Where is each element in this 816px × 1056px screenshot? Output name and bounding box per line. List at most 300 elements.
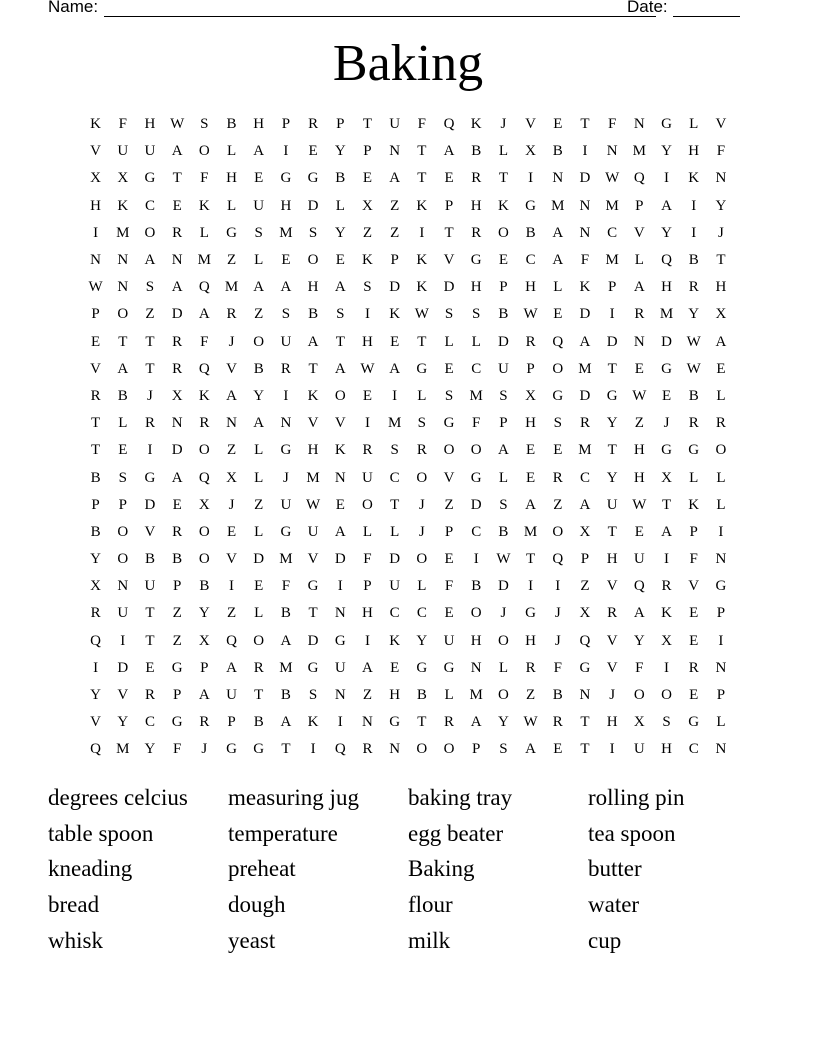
grid-letter: L — [689, 116, 699, 133]
grid-letter: J — [418, 496, 425, 513]
grid-letter: G — [606, 387, 618, 404]
grid-letter: R — [688, 415, 699, 432]
grid-letter: P — [472, 741, 481, 758]
grid-letter: P — [716, 605, 726, 622]
grid-letter: Q — [198, 469, 210, 486]
grid-letter: N — [171, 252, 183, 269]
grid-letter: J — [500, 116, 507, 133]
grid-letter: Y — [90, 687, 102, 704]
grid-letter: G — [307, 170, 319, 187]
grid-letter: S — [145, 279, 155, 296]
grid-letter: X — [525, 387, 537, 404]
grid-letter: Q — [661, 252, 672, 269]
grid-letter: M — [523, 523, 538, 540]
grid-letter: L — [254, 442, 264, 459]
grid-letter: L — [716, 714, 726, 731]
grid-letter: U — [633, 551, 645, 568]
grid-letter: J — [228, 333, 235, 350]
grid-letter: I — [364, 632, 370, 649]
grid-letter: M — [605, 197, 619, 214]
grid-letter: W — [523, 714, 538, 731]
grid-letter: Y — [715, 197, 727, 214]
grid-letter: B — [172, 551, 183, 568]
grid-letter: D — [497, 578, 509, 595]
grid-row — [82, 546, 735, 573]
grid-letter: L — [553, 279, 563, 296]
grid-letter: A — [171, 143, 183, 160]
grid-letter: Y — [198, 605, 210, 622]
grid-letter: Z — [526, 687, 536, 704]
grid-letter: S — [281, 306, 291, 323]
grid-letter: Y — [90, 551, 102, 568]
grid-letter: M — [279, 224, 293, 241]
grid-letter: A — [633, 605, 645, 622]
grid-letter: I — [609, 741, 615, 758]
grid-letter: G — [307, 659, 319, 676]
grid-row — [82, 193, 735, 220]
grid-letter: T — [362, 116, 373, 133]
grid-letter: S — [336, 306, 345, 323]
grid-letter: I — [283, 387, 289, 404]
grid-letter: V — [226, 360, 237, 377]
grid-letter: U — [280, 496, 292, 513]
grid-letter: P — [200, 659, 209, 676]
grid-letter: I — [93, 224, 99, 241]
grid-letter: I — [582, 143, 588, 160]
grid-letter: W — [88, 279, 103, 296]
grid-letter: Q — [552, 333, 564, 350]
grid-letter: B — [498, 523, 509, 540]
grid-letter: P — [91, 496, 100, 513]
grid-letter: B — [117, 387, 128, 404]
grid-letter: D — [443, 279, 455, 296]
grid-row — [82, 492, 735, 519]
grid-letter: R — [579, 415, 590, 432]
grid-letter: M — [605, 252, 619, 269]
word-bank-item: rolling pin — [588, 784, 685, 810]
grid-letter: P — [227, 714, 236, 731]
grid-letter: Q — [90, 741, 102, 758]
grid-letter: M — [224, 279, 239, 296]
word-bank-row — [48, 851, 768, 887]
grid-letter: G — [552, 387, 564, 404]
grid-row — [82, 165, 735, 192]
grid-letter: G — [579, 659, 591, 676]
grid-letter: G — [144, 170, 156, 187]
grid-letter: A — [280, 632, 292, 649]
word-bank-item: temperature — [228, 820, 338, 846]
grid-letter: N — [117, 578, 129, 595]
grid-letter: R — [444, 714, 455, 731]
grid-letter: G — [443, 415, 455, 432]
grid-letter: C — [389, 469, 400, 486]
grid-letter: H — [715, 279, 727, 296]
grid-letter: G — [443, 659, 455, 676]
grid-letter: F — [200, 170, 209, 187]
grid-letter: P — [172, 687, 182, 704]
grid-letter: R — [172, 224, 183, 241]
grid-letter: C — [144, 714, 155, 731]
grid-row — [82, 655, 735, 682]
grid-letter: C — [389, 605, 400, 622]
grid-letter: A — [334, 523, 346, 540]
grid-letter: E — [553, 116, 563, 133]
grid-letter: H — [470, 197, 482, 214]
word-bank-item: baking tray — [408, 784, 513, 810]
grid-letter: H — [470, 279, 482, 296]
grid-letter: S — [499, 387, 508, 404]
grid-letter: T — [308, 605, 318, 622]
grid-letter: U — [497, 360, 509, 377]
grid-letter: A — [307, 333, 319, 350]
grid-letter: N — [90, 252, 102, 269]
grid-letter: V — [90, 714, 102, 731]
grid-letter: A — [171, 469, 183, 486]
grid-letter: I — [337, 578, 343, 595]
name-line — [104, 16, 656, 17]
grid-letter: V — [307, 551, 319, 568]
grid-letter: D — [117, 659, 129, 676]
grid-letter: U — [253, 197, 265, 214]
grid-letter: H — [470, 632, 482, 649]
grid-letter: Y — [497, 714, 509, 731]
grid-letter: F — [716, 143, 726, 160]
grid-letter: R — [525, 333, 536, 350]
grid-letter: N — [633, 116, 645, 133]
grid-letter: Y — [334, 224, 346, 241]
grid-letter: T — [335, 333, 345, 350]
grid-letter: O — [497, 224, 509, 241]
grid-letter: K — [198, 197, 210, 214]
grid-letter: D — [661, 333, 672, 350]
grid-letter: E — [689, 632, 699, 649]
grid-letter: L — [226, 143, 237, 160]
grid-letter: O — [117, 551, 129, 568]
grid-letter: R — [144, 687, 155, 704]
grid-letter: K — [334, 442, 346, 459]
word-bank-item: Baking — [408, 856, 475, 882]
grid-letter: L — [716, 387, 726, 404]
grid-letter: P — [390, 252, 399, 269]
grid-letter: T — [607, 442, 617, 459]
grid-letter: D — [144, 496, 156, 513]
grid-letter: M — [469, 687, 483, 704]
grid-letter: F — [281, 578, 291, 595]
grid-letter: H — [606, 551, 618, 568]
grid-letter: B — [471, 578, 482, 595]
grid-letter: S — [118, 469, 127, 486]
grid-letter: T — [145, 333, 155, 350]
grid-letter: N — [633, 333, 645, 350]
grid-letter: G — [280, 523, 292, 540]
grid-letter: D — [606, 333, 618, 350]
grid-letter: R — [172, 523, 183, 540]
grid-letter: V — [144, 523, 156, 540]
grid-letter: T — [91, 415, 101, 432]
grid-letter: Z — [634, 415, 644, 432]
grid-letter: T — [661, 496, 672, 513]
grid-letter: H — [688, 143, 700, 160]
grid-letter: U — [389, 578, 401, 595]
grid-letter: A — [525, 741, 537, 758]
grid-letter: W — [496, 551, 511, 568]
grid-letter: D — [307, 197, 319, 214]
grid-row — [82, 573, 735, 600]
word-bank-item: water — [588, 891, 640, 917]
grid-letter: T — [498, 170, 508, 187]
grid-letter: V — [633, 224, 645, 241]
grid-letter: A — [579, 333, 591, 350]
grid-letter: E — [634, 360, 644, 377]
grid-letter: B — [90, 523, 101, 540]
grid-letter: T — [417, 143, 427, 160]
grid-letter: B — [416, 687, 427, 704]
grid-letter: Y — [661, 143, 672, 160]
grid-letter: W — [632, 496, 647, 513]
grid-letter: V — [117, 687, 129, 704]
grid-letter: N — [715, 741, 727, 758]
grid-letter: F — [363, 551, 372, 568]
grid-letter: A — [661, 197, 672, 214]
grid-letter: O — [470, 605, 482, 622]
grid-letter: M — [469, 387, 483, 404]
grid-letter: H — [633, 469, 645, 486]
grid-letter: E — [226, 523, 237, 540]
grid-letter: R — [90, 605, 101, 622]
grid-letter: N — [715, 659, 727, 676]
grid-letter: H — [525, 632, 537, 649]
grid-row — [82, 356, 735, 383]
grid-letter: R — [280, 360, 291, 377]
grid-letter: N — [389, 741, 401, 758]
grid-letter: Y — [416, 632, 428, 649]
grid-letter: V — [90, 360, 102, 377]
grid-letter: I — [473, 551, 479, 568]
grid-letter: A — [198, 306, 210, 323]
grid-letter: K — [117, 197, 129, 214]
grid-letter: R — [552, 469, 563, 486]
grid-letter: T — [607, 523, 617, 540]
grid-letter: J — [609, 687, 616, 704]
grid-letter: O — [715, 442, 727, 459]
grid-row — [82, 519, 735, 546]
grid-letter: M — [387, 415, 402, 432]
grid-letter: B — [498, 306, 509, 323]
grid-letter: U — [117, 605, 129, 622]
grid-row — [82, 274, 735, 301]
grid-letter: J — [418, 523, 425, 540]
grid-letter: B — [90, 469, 101, 486]
grid-letter: H — [307, 442, 319, 459]
grid-letter: N — [117, 279, 129, 296]
grid-letter: E — [335, 496, 345, 513]
grid-letter: M — [578, 360, 592, 377]
grid-letter: E — [444, 170, 454, 187]
grid-letter: A — [661, 523, 672, 540]
grid-letter: O — [334, 387, 346, 404]
grid-letter: E — [390, 659, 400, 676]
grid-letter: K — [307, 714, 319, 731]
grid-letter: N — [117, 252, 129, 269]
grid-letter: J — [228, 496, 235, 513]
grid-letter: Y — [606, 415, 618, 432]
grid-letter: Z — [254, 306, 264, 323]
grid-letter: R — [715, 415, 726, 432]
grid-letter: H — [362, 605, 373, 622]
grid-letter: I — [609, 306, 615, 323]
grid-letter: R — [362, 741, 373, 758]
grid-letter: G — [144, 469, 156, 486]
grid-letter: A — [579, 496, 591, 513]
grid-letter: R — [172, 360, 183, 377]
grid-letter: A — [226, 659, 237, 676]
grid-letter: T — [580, 741, 590, 758]
grid-letter: F — [172, 741, 182, 758]
grid-letter: F — [635, 659, 644, 676]
grid-letter: V — [443, 469, 455, 486]
grid-letter: T — [580, 714, 590, 731]
grid-letter: O — [253, 333, 265, 350]
grid-letter: G — [226, 741, 237, 758]
grid-letter: M — [578, 442, 592, 459]
grid-letter: O — [470, 442, 482, 459]
grid-letter: B — [552, 143, 563, 160]
grid-letter: Z — [226, 605, 237, 622]
grid-letter: G — [688, 714, 700, 731]
grid-letter: N — [334, 605, 346, 622]
grid-letter: J — [147, 387, 153, 404]
word-bank-item: milk — [408, 927, 451, 953]
grid-letter: Y — [661, 224, 672, 241]
grid-letter: A — [389, 170, 401, 187]
grid-letter: O — [443, 442, 455, 459]
grid-letter: E — [689, 687, 699, 704]
date-line — [673, 16, 740, 17]
grid-letter: W — [605, 170, 620, 187]
grid-letter: E — [444, 360, 454, 377]
grid-letter: E — [172, 496, 182, 513]
grid-letter: F — [553, 659, 562, 676]
grid-letter: P — [363, 143, 372, 160]
grid-letter: G — [661, 360, 672, 377]
grid-letter: D — [497, 333, 509, 350]
grid-letter: Z — [226, 252, 237, 269]
grid-letter: C — [144, 197, 155, 214]
grid-letter: W — [170, 116, 185, 133]
grid-letter: L — [417, 578, 427, 595]
grid-letter: M — [116, 224, 130, 241]
grid-letter: N — [280, 415, 292, 432]
grid-letter: E — [444, 551, 454, 568]
grid-letter: X — [715, 306, 727, 323]
grid-letter: O — [117, 306, 129, 323]
grid-letter: E — [553, 741, 563, 758]
grid-letter: Z — [172, 632, 182, 649]
grid-letter: A — [443, 143, 455, 160]
grid-letter: P — [499, 415, 508, 432]
grid-letter: N — [579, 197, 591, 214]
grid-letter: O — [362, 496, 373, 513]
grid-letter: B — [144, 551, 155, 568]
grid-letter: I — [310, 741, 316, 758]
grid-letter: H — [90, 197, 102, 214]
grid-letter: K — [389, 632, 401, 649]
grid-letter: E — [362, 170, 373, 187]
grid-letter: A — [253, 143, 265, 160]
grid-letter: A — [253, 415, 265, 432]
grid-letter: P — [444, 197, 454, 214]
word-bank-item: egg beater — [408, 820, 504, 846]
grid-letter: S — [499, 496, 508, 513]
grid-letter: R — [308, 116, 319, 133]
grid-letter: C — [607, 224, 618, 241]
grid-letter: M — [197, 252, 212, 269]
grid-letter: Y — [334, 143, 346, 160]
grid-letter: J — [201, 741, 208, 758]
grid-letter: I — [664, 659, 670, 676]
grid-row — [82, 709, 735, 736]
grid-row — [82, 682, 735, 709]
grid-letter: E — [362, 387, 373, 404]
grid-letter: D — [253, 551, 265, 568]
grid-letter: X — [198, 496, 210, 513]
grid-letter: R — [226, 306, 237, 323]
grid-letter: O — [253, 632, 265, 649]
grid-letter: I — [392, 387, 398, 404]
grid-letter: G — [688, 442, 700, 459]
grid-letter: X — [525, 143, 537, 160]
grid-letter: V — [334, 415, 346, 432]
grid-row — [82, 247, 735, 274]
grid-letter: I — [528, 578, 534, 595]
grid-letter: K — [198, 387, 210, 404]
grid-letter: A — [389, 360, 401, 377]
grid-letter: T — [417, 333, 427, 350]
word-bank-item: flour — [408, 891, 453, 917]
grid-letter: M — [279, 551, 293, 568]
grid-letter: R — [90, 387, 101, 404]
grid-letter: O — [416, 551, 428, 568]
grid-letter: U — [226, 687, 237, 704]
grid-letter: H — [661, 279, 672, 296]
grid-letter: P — [580, 551, 590, 568]
grid-letter: N — [389, 143, 401, 160]
grid-letter: V — [90, 143, 102, 160]
grid-letter: U — [633, 741, 645, 758]
grid-letter: B — [525, 224, 536, 241]
grid-letter: U — [389, 116, 401, 133]
grid-letter: W — [360, 360, 375, 377]
grid-letter: J — [717, 224, 724, 241]
grid-letter: Y — [688, 306, 700, 323]
grid-letter: R — [172, 333, 183, 350]
grid-letter: B — [552, 687, 563, 704]
grid-letter: L — [444, 687, 454, 704]
grid-letter: Q — [579, 632, 591, 649]
grid-letter: L — [689, 469, 699, 486]
grid-letter: Q — [226, 632, 237, 649]
grid-letter: U — [443, 632, 455, 649]
grid-letter: F — [607, 116, 617, 133]
grid-letter: K — [579, 279, 591, 296]
grid-letter: I — [364, 306, 370, 323]
grid-letter: U — [280, 333, 292, 350]
grid-letter: G — [715, 578, 727, 595]
word-bank-item: tea spoon — [588, 820, 676, 846]
grid-letter: K — [389, 306, 401, 323]
grid-letter: F — [118, 116, 127, 133]
grid-letter: E — [308, 143, 318, 160]
